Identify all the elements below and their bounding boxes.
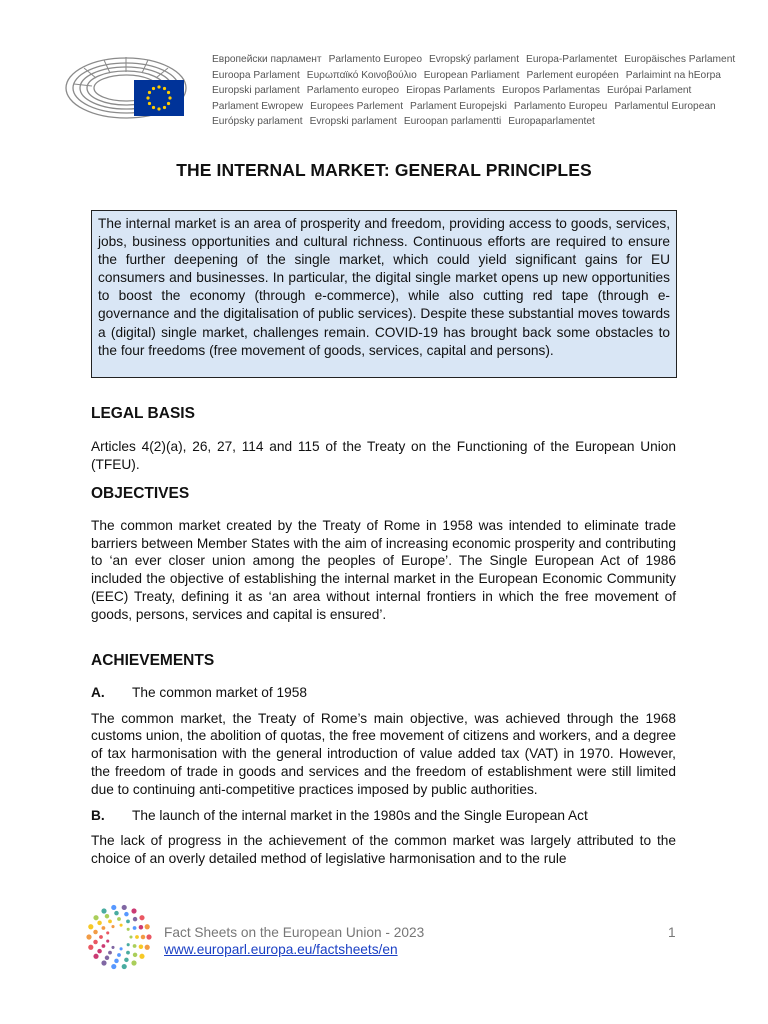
parliament-name: Europaparlamentet [508, 116, 595, 128]
wheel-dot-icon [133, 926, 137, 930]
wheel-dot-icon [126, 951, 130, 955]
parliament-name: Europos Parlamentas [502, 85, 600, 97]
eu-star-icon [168, 96, 171, 99]
wheel-dot-icon [105, 914, 110, 919]
wheel-dot-icon [141, 935, 146, 940]
eu-star-icon [163, 87, 166, 90]
factsheets-link[interactable]: www.europarl.europa.eu/factsheets/en [164, 942, 398, 957]
parliament-name: Evropski parlament [309, 116, 397, 128]
wheel-dot-icon [93, 915, 98, 920]
parliament-name: Eiropas Parlaments [406, 85, 496, 97]
parliament-name: Europa-Parlamentet [526, 54, 618, 65]
wheel-dot-icon [133, 944, 137, 948]
objectives-heading: OBJECTIVES [91, 485, 190, 502]
wheel-dot-icon [139, 945, 144, 950]
parliament-name: Parlament Ewropew [212, 100, 304, 112]
achievements-section [91, 652, 676, 868]
wheel-dot-icon [127, 943, 130, 946]
subsection-a-title: The common market of 1958 [132, 684, 307, 700]
parliament-name: European Parliament [423, 69, 520, 81]
page-header [64, 48, 736, 128]
parliament-name: Parlamento Europeo [328, 54, 423, 65]
wheel-dot-icon [102, 944, 106, 948]
wheel-dot-icon [88, 924, 93, 929]
wheel-dot-icon [93, 930, 98, 935]
parliament-names-row [212, 99, 732, 115]
wheel-dot-icon [111, 905, 116, 910]
wheel-dot-icon [124, 912, 129, 917]
wheel-dot-icon [108, 951, 112, 955]
parliament-name: Evropský parlament [429, 54, 520, 65]
parliament-name: Европейски парламент [212, 54, 322, 65]
parliament-names-row [212, 83, 732, 99]
parliament-name: Parlaimint na hEorpa [625, 69, 721, 81]
parliament-names-row [212, 68, 732, 84]
subsection-a-heading [91, 684, 676, 702]
page-number: 1 [668, 925, 676, 940]
eu-star-icon [152, 106, 155, 109]
parliament-name: Euroopan parlamentti [403, 116, 502, 128]
wheel-dot-icon [131, 908, 136, 913]
wheel-dot-icon [145, 924, 150, 929]
eu-star-icon [146, 96, 149, 99]
parliament-name: Parlement européen [526, 69, 619, 81]
subsection-b-text: The lack of progress in the achievement of the common market was largely attributed to the choice of an overly detailed method of legislative harmonisation and to the rule [91, 833, 676, 867]
parliament-names-block [212, 52, 736, 130]
wheel-dot-icon [122, 905, 127, 910]
wheel-dot-icon [97, 949, 102, 954]
wheel-dot-icon [106, 931, 109, 934]
eu-star-icon [167, 102, 170, 105]
eu-star-icon [148, 91, 151, 94]
summary-box: The internal market is an area of prosperity and freedom, providing access to goods, services, jobs, business opportunities and cultural richness. Continuous efforts are required to ensure the further deepening of the single market, which could yield significant gains for EU consumers and businesses. In particular, the digital single market opens up new opportunities to boost the economy (through e-commerce), while also cutting red tape (through e-governance and the digitalisation of public services). Despite these substantial moves towards a (digital) single market, challenges remain. COVID-19 has brought back some obstacles to the four freedoms (free movement of goods, services, capital and persons). [91, 210, 677, 378]
parliament-name: Ευρωπαϊκό Κοινοβούλιο [306, 69, 417, 81]
page-footer [86, 904, 686, 984]
wheel-dot-icon [97, 921, 102, 926]
wheel-dot-icon [117, 917, 121, 921]
subsection-a-letter: A. [91, 684, 105, 700]
parliament-name: Parlamento Europeu [513, 100, 608, 112]
wheel-dot-icon [139, 915, 144, 920]
subsection-b-title: The launch of the internal market in the 1980s and the Single European Act [132, 807, 588, 823]
wheel-dot-icon [120, 924, 123, 927]
eu-star-icon [148, 102, 151, 105]
wheel-dot-icon [105, 956, 110, 961]
parliament-name: Euroopa Parlament [212, 69, 300, 81]
wheel-dot-icon [145, 945, 150, 950]
wheel-dot-icon [131, 960, 136, 965]
legal-basis-heading: LEGAL BASIS [91, 405, 195, 422]
achievements-heading: ACHIEVEMENTS [91, 652, 215, 669]
wheel-dot-icon [99, 935, 103, 939]
parliament-names-row [212, 52, 736, 68]
wheel-dot-icon [124, 958, 129, 963]
parliament-names-row [212, 114, 732, 130]
wheel-dot-icon [146, 934, 151, 939]
wheel-dot-icon [102, 926, 106, 930]
wheel-dot-icon [88, 945, 93, 950]
wheel-dot-icon [135, 935, 139, 939]
wheel-dot-icon [93, 954, 98, 959]
wheel-dot-icon [114, 959, 119, 964]
legal-basis-text: Articles 4(2)(a), 26, 27, 114 and 115 of the Treaty on the Functioning of the European Union (TFEU). [91, 438, 676, 472]
eu-star-icon [163, 106, 166, 109]
wheel-dot-icon [122, 964, 127, 969]
european-parliament-logo-icon [64, 48, 206, 124]
eu-star-icon [152, 87, 155, 90]
wheel-dot-icon [111, 946, 114, 949]
wheel-dot-icon [139, 954, 144, 959]
color-wheel-logo-icon [86, 904, 152, 970]
wheel-dot-icon [133, 953, 138, 958]
parliament-name: Európai Parlament [606, 85, 692, 97]
parliament-name: Europäisches Parlament [624, 54, 736, 65]
subsection-b-letter: B. [91, 807, 105, 823]
footer-series-title: Fact Sheets on the European Union - 2023 [164, 925, 425, 940]
eu-star-icon [157, 107, 160, 110]
wheel-dot-icon [86, 934, 91, 939]
eu-star-icon [157, 85, 160, 88]
parliament-name: Parlamentul European [614, 100, 716, 112]
legal-basis-section [91, 405, 676, 473]
subsection-a-text: The common market, the Treaty of Rome’s main objective, was achieved through the 1968 customs union, the abolition of quotas, the free movement of citizens and workers, and a degree of tax harmonisation with the general introduction of value added tax (VAT) in 1970. However, the freedom of trade in goods and services and the freedom of establishment were still limited due to continuing anti-competitive practices imposed by public authorities. [91, 710, 676, 797]
parliament-name: Európsky parlament [212, 116, 303, 128]
wheel-dot-icon [106, 940, 109, 943]
wheel-dot-icon [101, 960, 106, 965]
wheel-dot-icon [93, 940, 98, 945]
subsection-b-heading [91, 807, 676, 825]
parliament-name: Parlamento europeo [306, 85, 400, 97]
wheel-dot-icon [111, 964, 116, 969]
wheel-dot-icon [117, 953, 121, 957]
wheel-dot-icon [129, 935, 132, 938]
parliament-name: Europski parlament [212, 85, 300, 97]
parliament-name: Europees Parlement [310, 100, 404, 112]
wheel-dot-icon [139, 925, 144, 930]
page-title: THE INTERNAL MARKET: GENERAL PRINCIPLES [176, 160, 592, 180]
objectives-section [91, 485, 676, 624]
parliament-name: Parlament Europejski [410, 100, 507, 112]
eu-star-icon [167, 91, 170, 94]
wheel-dot-icon [133, 917, 138, 922]
wheel-dot-icon [127, 928, 130, 931]
wheel-dot-icon [114, 911, 119, 916]
wheel-dot-icon [120, 947, 123, 950]
objectives-text: The common market created by the Treaty of Rome in 1958 was intended to eliminate trade barriers between Member States with the aim of increasing economic prosperity and contributing to ‘an ever closer union among the peoples of Europe’. The Single European Act of 1986 included the objective of establishing the internal market in the European Economic Community (EEC) Treaty, defining it as ‘an area without internal frontiers in which the free movement of goods, persons, services and capital is ensured’. [91, 517, 676, 622]
wheel-dot-icon [126, 920, 130, 924]
wheel-dot-icon [108, 920, 112, 924]
wheel-dot-icon [111, 925, 114, 928]
wheel-dot-icon [101, 908, 106, 913]
